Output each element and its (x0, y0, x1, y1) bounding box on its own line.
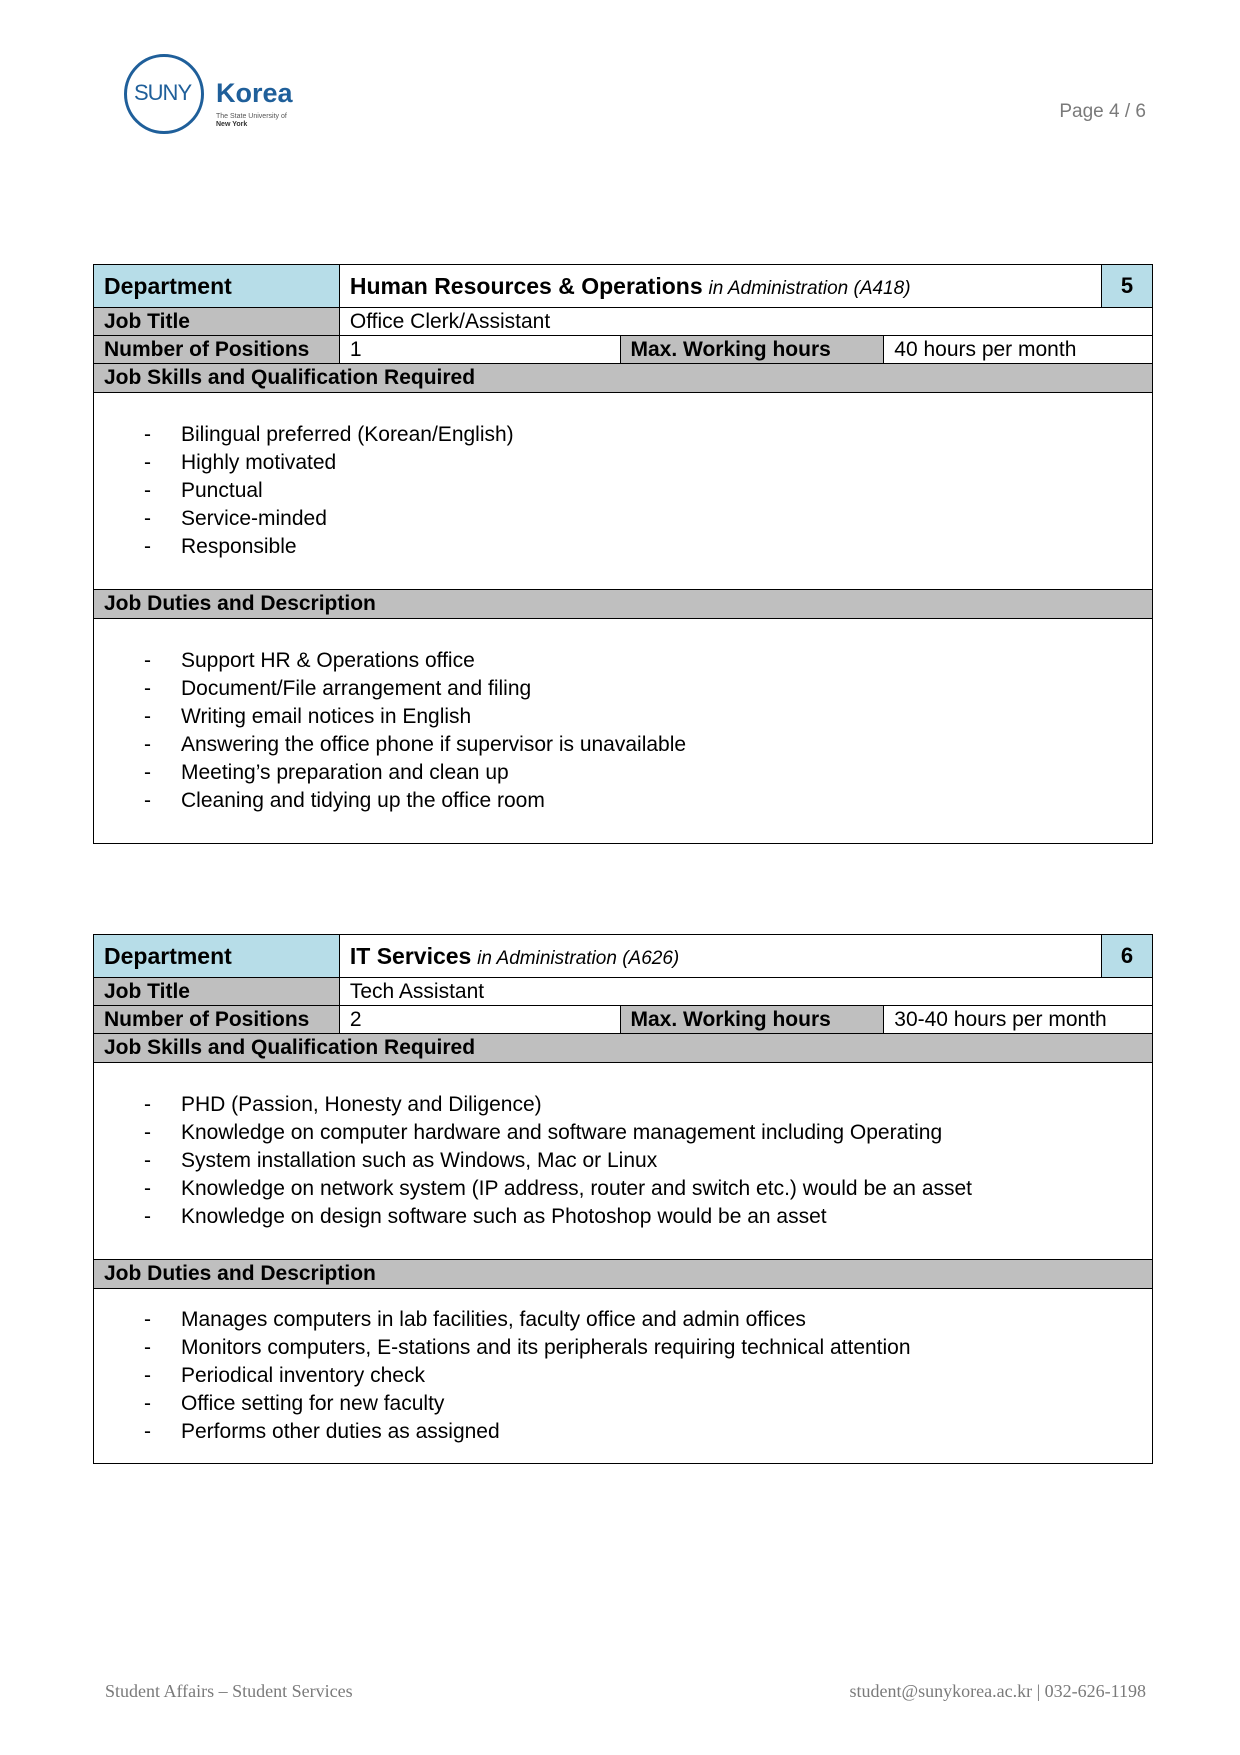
duties-list (94, 647, 1152, 815)
list-item: - Writing email notices in English (94, 703, 1152, 731)
hours-value: 30-40 hours per month (884, 1006, 1153, 1034)
list-item: - Manages computers in lab facilities, faculty office and admin offices (94, 1306, 1152, 1334)
list-item: - Highly motivated (94, 449, 1152, 477)
hours-value: 40 hours per month (884, 336, 1153, 364)
positions-label: Number of Positions (94, 1006, 340, 1034)
list-item: - Support HR & Operations office (94, 647, 1152, 675)
positions-label: Number of Positions (94, 336, 340, 364)
list-item: - PHD (Passion, Honesty and Diligence) (94, 1091, 1152, 1119)
list-item: - Office setting for new faculty (94, 1390, 1152, 1418)
duties-cell (94, 619, 1153, 844)
list-item: - Performs other duties as assigned (94, 1418, 1152, 1446)
job-number: 6 (1102, 935, 1153, 978)
footer-department: Student Affairs – Student Services (105, 1681, 353, 1701)
page-number: Page 4 / 6 (1059, 101, 1146, 122)
list-item: - Service-minded (94, 505, 1152, 533)
list-item: - Punctual (94, 477, 1152, 505)
job-title-value: Office Clerk/Assistant (339, 308, 1152, 336)
logo-sub2: New York (216, 121, 248, 128)
department-name: Human Resources & Operations (349, 272, 703, 299)
list-item: - Knowledge on network system (IP address, router and switch etc.) would be an asset (94, 1175, 1152, 1203)
department-location: in Administration (A626) (477, 947, 680, 969)
list-item: - Responsible (94, 533, 1152, 561)
hours-label: Max. Working hours (620, 336, 884, 364)
list-item: - System installation such as Windows, Mac or Linux (94, 1147, 1152, 1175)
suny-korea-logo (124, 54, 294, 142)
list-item: - Knowledge on computer hardware and software management including Operating (94, 1119, 1152, 1147)
list-item: - Knowledge on design software such as Photoshop would be an asset (94, 1203, 1152, 1231)
positions-value: 1 (339, 336, 620, 364)
job-title-value: Tech Assistant (339, 978, 1152, 1006)
department-label: Department (94, 935, 340, 978)
hours-label: Max. Working hours (620, 1006, 884, 1034)
department-label: Department (94, 265, 340, 308)
department-name: IT Services (349, 942, 472, 969)
logo-subtitle (216, 113, 306, 129)
skills-cell (94, 1063, 1153, 1260)
skills-cell (94, 393, 1153, 590)
job-table-6 (93, 934, 1153, 1464)
list-item: - Bilingual preferred (Korean/English) (94, 421, 1152, 449)
list-item: - Meeting’s preparation and clean up (94, 759, 1152, 787)
skills-list (94, 421, 1152, 561)
list-item: - Monitors computers, E-stations and its peripherals requiring technical attention (94, 1334, 1152, 1362)
positions-value: 2 (339, 1006, 620, 1034)
department-value (339, 935, 1101, 978)
logo-mark: SUNY (134, 80, 192, 105)
duties-cell (94, 1289, 1153, 1464)
list-item: - Document/File arrangement and filing (94, 675, 1152, 703)
skills-list (94, 1091, 1152, 1231)
list-item: - Periodical inventory check (94, 1362, 1152, 1390)
skills-header: Job Skills and Qualification Required (94, 1034, 1153, 1063)
footer-contact: student@sunykorea.ac.kr | 032-626-1198 (849, 1681, 1146, 1701)
job-title-label: Job Title (94, 978, 340, 1006)
list-item: - Answering the office phone if supervisor is unavailable (94, 731, 1152, 759)
duties-list (94, 1306, 1152, 1446)
department-location: in Administration (A418) (708, 277, 911, 299)
logo-sub1: The State University of (216, 113, 287, 120)
duties-header: Job Duties and Description (94, 1260, 1153, 1289)
job-number: 5 (1102, 265, 1153, 308)
list-item: - Cleaning and tidying up the office room (94, 787, 1152, 815)
job-title-label: Job Title (94, 308, 340, 336)
duties-header: Job Duties and Description (94, 590, 1153, 619)
skills-header: Job Skills and Qualification Required (94, 364, 1153, 393)
job-table-5 (93, 264, 1153, 844)
department-value (339, 265, 1101, 308)
logo-name: Korea (216, 78, 293, 108)
